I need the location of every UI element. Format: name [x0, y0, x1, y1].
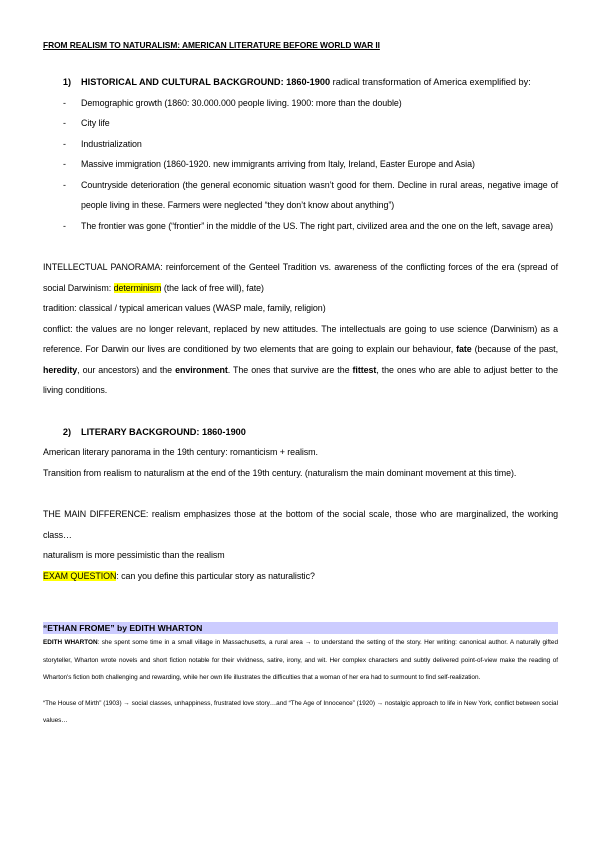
wharton-works-paragraph: “The House of Mirth” (1903) → social classes, unhappiness, frustrated love story…and “The Age of Innocence” (1920) → nostalgic approach to life in New York, conflict between social values…: [43, 699, 558, 725]
ethan-frome-banner: “ETHAN FROME” by EDITH WHARTON: [43, 622, 558, 634]
section-2-number: 2): [62, 426, 71, 437]
exam-question-paragraph: EXAM QUESTION: can you define this particular story as naturalistic?: [43, 570, 315, 581]
conflict-paragraph: conflict: the values are no longer relevant, replaced by new attitudes. The intellectuals are going to use science (Darwinism) as a reference. For Darwin our lives are conditioned by two elements that are going to explain our behaviour, fate (because of the past, heredity, our ancestors) and the environment. The ones that survive are the fittest, the ones who are able to adjust better to the living conditions.: [43, 323, 559, 395]
list-item: - Demographic growth (1860: 30.000.000 people living. 1900: more than the double): [43, 93, 558, 114]
list-item: - Industrialization: [43, 134, 558, 155]
intellectual-panorama-paragraph: INTELLECTUAL PANORAMA: reinforcement of the Genteel Tradition vs. awareness of the conflicting forces of the era (spread of social Darwinism: determinism (the lack of free will), fate): [43, 262, 558, 293]
highlighted-determinism: determinism: [113, 282, 162, 293]
naturalism-paragraph: naturalism is more pessimistic than the realism: [43, 550, 225, 560]
section-1-number: 1): [62, 77, 71, 87]
edith-wharton-bio: EDITH WHARTON: she spent some time in a small village in Massachusetts, a rural area → to understand the setting of the story. Her writing: canonical author. A naturally gifted storyteller, Wharton wrote novels and short fiction notable for their vividness, satire, irony, and wit. Her complex characters and subtly delivered point-of-view make the reading of Wharton's fiction both challenging and rewarding, while her own life illustrates the difficulties that a woman of her era had to surmount to find self-realization.: [43, 639, 558, 682]
list-item: - The frontier was gone (“frontier” in the middle of the US. The right part, civilized area and the one on the left, savage area): [43, 216, 558, 237]
list-item: - Massive immigration (1860-1920. new immigrants arriving from Italy, Ireland, Easter Europe and Asia): [43, 154, 558, 175]
list-item: - Countryside deterioration (the general economic situation wasn’t good for them. Decline in rural areas, negative image of people living in these. Farmers were neglected “they don’t know about anything”): [43, 175, 558, 216]
literary-panorama-paragraph: American literary panorama in the 19th century: romanticism + realism.: [43, 447, 318, 457]
section-2-heading: [43, 422, 558, 443]
document-page: [43, 40, 558, 730]
section-1-title: HISTORICAL AND CULTURAL BACKGROUND: 1860-1900: [81, 77, 331, 87]
exam-question-label: EXAM QUESTION: [43, 570, 117, 581]
section-1-title-rest: radical transformation of America exemplified by:: [330, 77, 531, 87]
list-item: - City life: [43, 113, 558, 134]
document-title: FROM REALISM TO NATURALISM: AMERICAN LITERATURE BEFORE WORLD WAR II: [43, 40, 380, 50]
tradition-paragraph: tradition: classical / typical american values (WASP male, family, religion): [43, 303, 326, 313]
section-1-list: [43, 93, 558, 237]
transition-paragraph: Transition from realism to naturalism at the end of the 19th century. (naturalism the main dominant movement at this time).: [43, 467, 517, 478]
section-2-title: LITERARY BACKGROUND: 1860-1900: [81, 426, 246, 437]
main-difference-paragraph: THE MAIN DIFFERENCE: realism emphasizes those at the bottom of the social scale, those who are marginalized, the working class…: [43, 509, 558, 540]
section-1-heading: [43, 72, 558, 93]
